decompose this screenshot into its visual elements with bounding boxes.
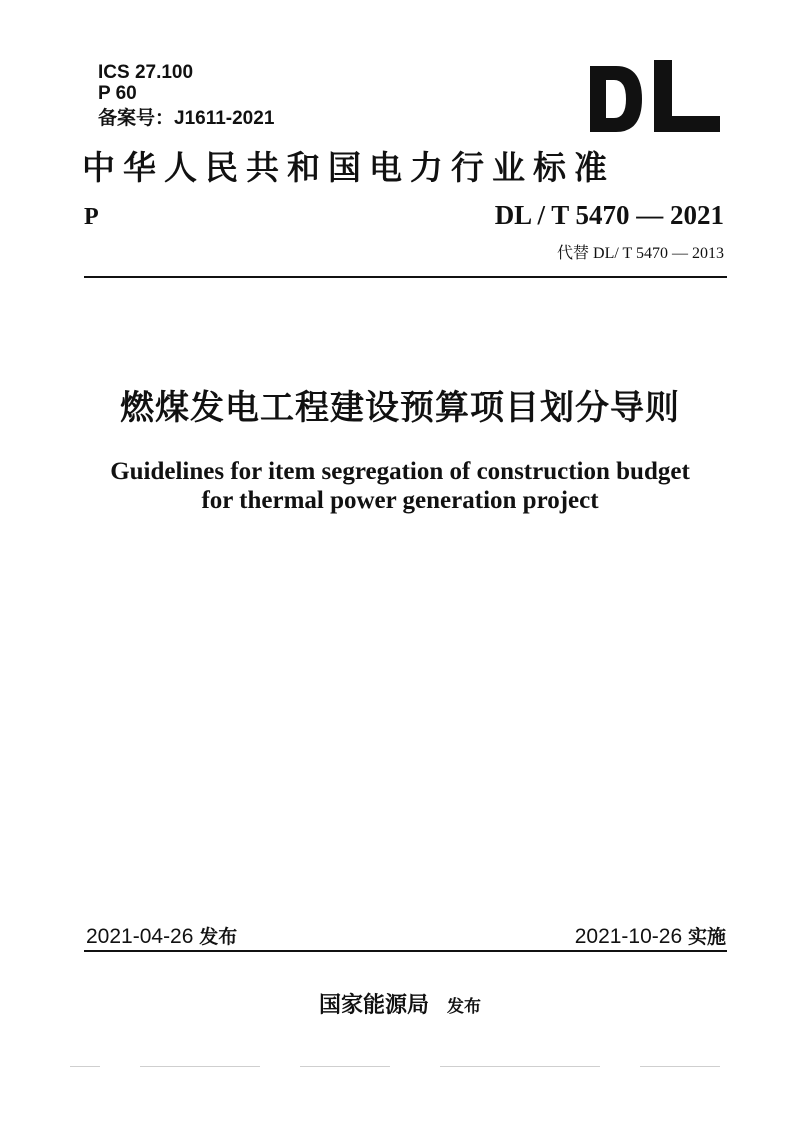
scan-artifact (440, 1066, 600, 1067)
english-title-line-1: Guidelines for item segregation of construction budget (110, 458, 690, 485)
issuing-organization: 国家能源局 (318, 993, 429, 1018)
replaces-standard: 代替 DL/ T 5470 — 2013 (557, 245, 724, 262)
publish-label: 发布 (199, 926, 238, 948)
scan-artifact (300, 1066, 390, 1067)
scan-artifact (640, 1066, 720, 1067)
dl-logo (590, 60, 720, 138)
issuer (0, 988, 800, 1019)
classification-code: P (84, 204, 99, 230)
ccs-code: P 60 (98, 83, 137, 104)
implement-date-value: 2021-10-26 (574, 925, 683, 948)
publish-date (86, 922, 237, 949)
english-title-line-2: for thermal power generation project (201, 487, 599, 514)
chinese-title: 燃煤发电工程建设预算项目划分导则 (120, 388, 680, 428)
publish-date-value: 2021-04-26 (86, 925, 194, 948)
implement-label: 实施 (687, 926, 726, 948)
logo-letter-d (590, 66, 642, 132)
header-divider (84, 276, 727, 278)
scan-artifact (140, 1066, 260, 1067)
standard-category-title: 中华人民共和国电力行业标准 (82, 148, 615, 187)
scan-artifact (70, 1066, 100, 1067)
standard-number: DL / T 5470 — 2021 (494, 200, 724, 230)
issue-action: 发布 (447, 997, 481, 1017)
ics-code: ICS 27.100 (98, 62, 194, 83)
logo-letter-l (654, 60, 720, 132)
record-number: 备案号：J1611-2021 (98, 108, 275, 129)
implement-date (575, 922, 726, 949)
footer-divider (84, 950, 727, 952)
